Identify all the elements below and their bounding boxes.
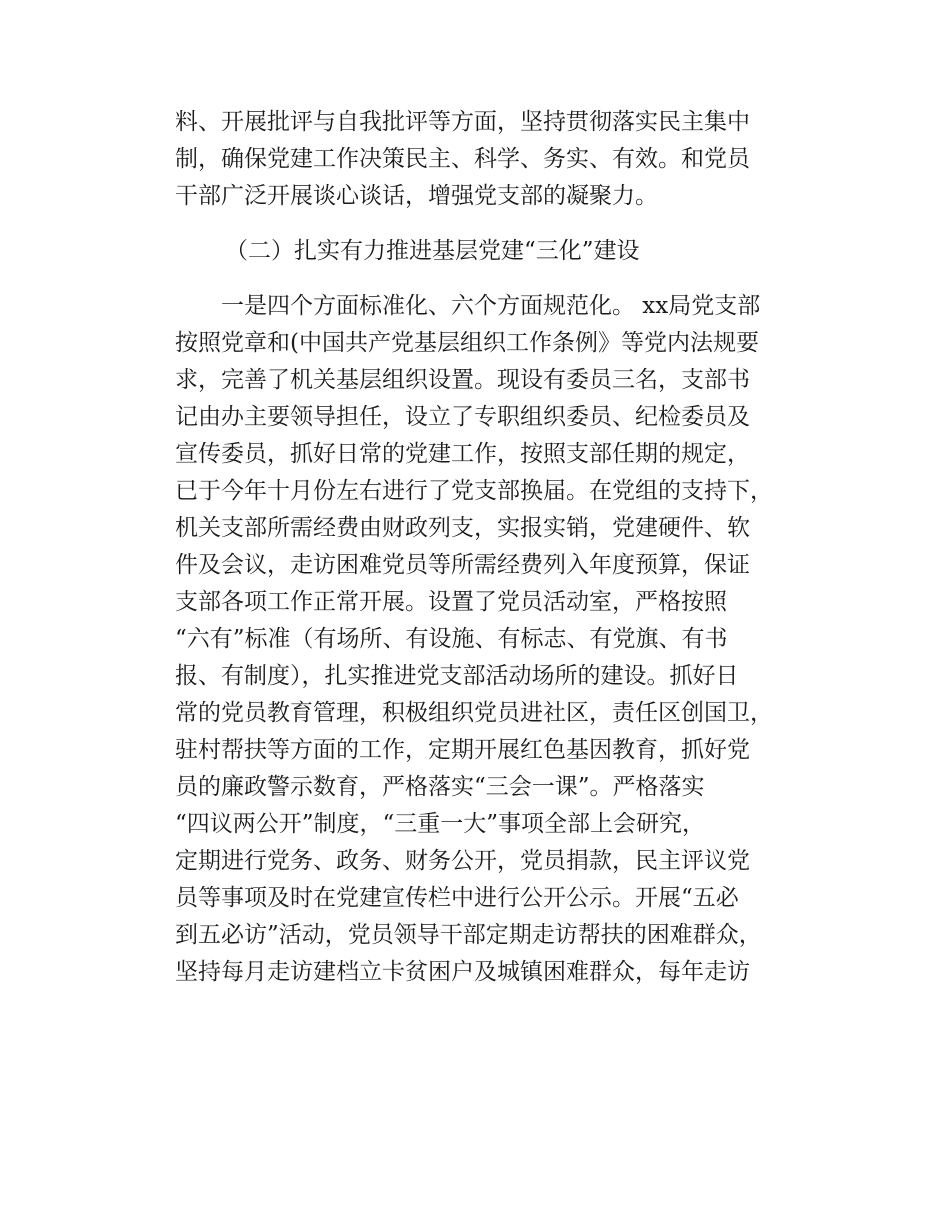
paragraph-2-line-10: “六有”标准（有场所、有设施、有标志、有党旗、有书: [175, 626, 728, 652]
paragraph-2-line-16: 定期进行党务、政务、财务公开，党员捐款，民主评议党: [175, 848, 750, 874]
paragraph-2-line-14: 员的廉政警示数育，严格落实“三会一课”。严格落实: [175, 774, 705, 800]
paragraph-2-line-6: 已于今年十月份左右进行了党支部换届。在党组的支持下，: [175, 478, 773, 504]
paragraph-2-line-12: 常的党员教育管理，积极组织党员进社区，责任区创国卫，: [175, 700, 773, 726]
paragraph-2-line-19: 坚持每月走访建档立卡贫困户及城镇困难群众，每年走访: [175, 959, 750, 985]
paragraph-2-line-15: “四议两公开”制度，“三重一大”事项全部上会研究，: [175, 811, 706, 837]
paragraph-2-line-18: 到五必访”活动，党员领导干部定期走访帮扶的困难群众，: [175, 922, 762, 948]
paragraph-2-line-8: 件及会议，走访困难党员等所需经费列入年度预算，保证: [175, 552, 750, 578]
paragraph-gap: [175, 215, 815, 233]
paragraph-2-line-2: 按照党章和(中国共产党基层组织工作条例》等党内法规要: [175, 330, 759, 356]
paragraph-1-line-3: 干部广泛开展谈心谈话，增强党支部的凝聚力。: [175, 183, 658, 209]
paragraph-gap: [175, 270, 815, 288]
document-body: [175, 104, 815, 991]
paragraph-1-line-2: 制，确保党建工作决策民主、科学、务实、有效。和党员: [175, 146, 750, 172]
paragraph-2-line-4: 记由办主要领导担任，设立了专职组织委员、纪检委员及: [175, 404, 750, 430]
paragraph-2-line-1: 一是四个方面标准化、六个方面规范化。 xx局党支部: [221, 293, 761, 319]
section-heading: （二）扎实有力推进基层党建“三化”建设: [225, 238, 640, 264]
paragraph-2-line-13: 驻村帮扶等方面的工作，定期开展红色基因教育，抓好党: [175, 737, 750, 763]
paragraph-2-line-17: 员等事项及时在党建宣传栏中进行公开公示。开展“五必: [175, 885, 739, 911]
paragraph-2-line-9: 支部各项工作正常开展。设置了党员活动室，严格按照: [175, 589, 727, 615]
paragraph-1-line-1: 料、开展批评与自我批评等方面，坚持贯彻落实民主集中: [175, 109, 750, 135]
paragraph-2-line-3: 求，完善了机关基层组织设置。现设有委员三名，支部书: [175, 367, 750, 393]
paragraph-2-line-11: 报、有制度），扎实推进党支部活动场所的建设。抓好日: [175, 663, 739, 689]
paragraph-2-line-7: 机关支部所需经费由财政列支，实报实销，党建硬件、软: [175, 515, 750, 541]
paragraph-2-line-5: 宣传委员，抓好日常的党建工作，按照支部任期的规定，: [175, 441, 750, 467]
